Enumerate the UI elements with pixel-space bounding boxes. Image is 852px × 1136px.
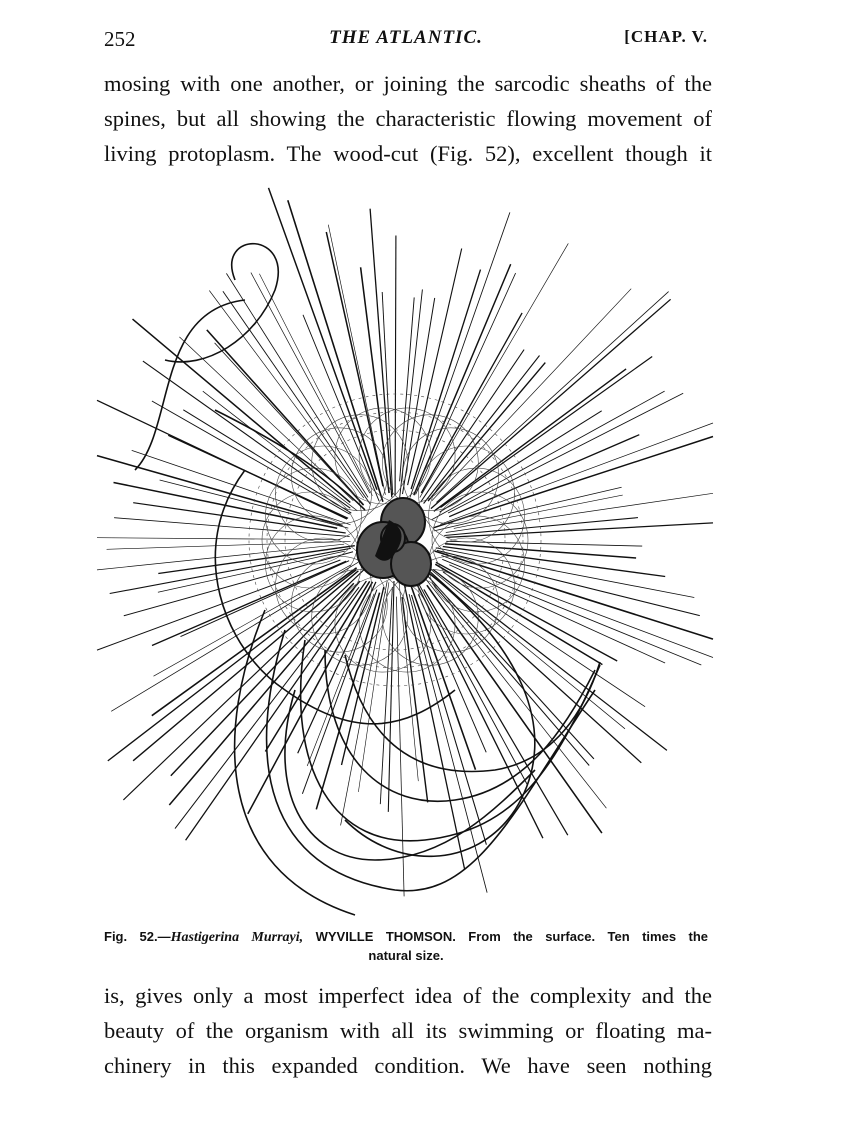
spine bbox=[370, 209, 392, 498]
sarcodic-thread bbox=[235, 610, 355, 915]
spine bbox=[328, 225, 385, 495]
text-line: beauty of the organism with all its swimming or floating ma- bbox=[104, 1018, 712, 1043]
spine bbox=[421, 313, 522, 493]
spine bbox=[424, 589, 568, 835]
spine bbox=[441, 555, 713, 657]
spine bbox=[434, 487, 621, 531]
spine bbox=[107, 541, 351, 549]
spine bbox=[183, 410, 351, 513]
caption-prefix: Fig. 52.— bbox=[104, 929, 171, 944]
spine bbox=[223, 291, 371, 504]
spine bbox=[418, 594, 486, 752]
text-line: chinery in this expanded condition. We have seen nothing bbox=[104, 1053, 712, 1078]
spine bbox=[158, 551, 345, 592]
sarcodic-thread bbox=[165, 244, 278, 362]
spine bbox=[437, 550, 700, 615]
spine bbox=[432, 289, 631, 501]
spine bbox=[143, 361, 350, 508]
running-title: THE ATLANTIC. bbox=[329, 27, 483, 48]
page-number: 252 bbox=[104, 27, 136, 51]
spine bbox=[169, 581, 360, 805]
spine bbox=[402, 597, 428, 802]
spine bbox=[395, 236, 396, 495]
spine bbox=[408, 249, 462, 486]
spine bbox=[307, 594, 374, 766]
spine bbox=[420, 243, 569, 497]
text-line: spines, but all showing the characteristic flowing movement of bbox=[104, 106, 712, 131]
spine bbox=[288, 200, 383, 502]
running-header bbox=[104, 27, 708, 57]
spine bbox=[152, 568, 357, 716]
spine bbox=[446, 493, 713, 532]
figure-caption bbox=[104, 928, 708, 965]
spine bbox=[209, 291, 363, 499]
spine bbox=[361, 267, 390, 493]
text-line: is, gives only a most imperfect idea of the complexity and the bbox=[104, 983, 712, 1008]
spine bbox=[446, 523, 713, 538]
caption-rest: WYVILLE THOMSON. From the surface. Ten times the bbox=[303, 929, 708, 944]
spine bbox=[265, 581, 369, 751]
spine bbox=[421, 350, 524, 503]
spine bbox=[448, 393, 683, 513]
spine bbox=[114, 518, 350, 537]
spine bbox=[179, 337, 353, 501]
foraminifera-illustration bbox=[95, 170, 715, 925]
caption-species: Hastigerina Murrayi, bbox=[170, 930, 304, 945]
paragraph-bottom bbox=[104, 978, 712, 1083]
paragraph-top bbox=[104, 66, 712, 171]
spine bbox=[248, 582, 373, 814]
spine bbox=[152, 561, 346, 645]
caption-line-2: natural size. bbox=[368, 948, 444, 963]
spine bbox=[181, 561, 350, 637]
spine bbox=[454, 495, 623, 528]
spine bbox=[124, 552, 353, 616]
spine bbox=[443, 547, 665, 577]
chapter-label: [CHAP. V. bbox=[624, 27, 708, 46]
spine bbox=[259, 274, 372, 496]
spine bbox=[168, 435, 348, 518]
text-line: mosing with one another, or joining the sarcodic sheaths of the bbox=[104, 71, 712, 96]
spine bbox=[431, 299, 671, 508]
text-line: living protoplasm. The wood-cut (Fig. 52), excellent though it bbox=[104, 141, 712, 166]
spine bbox=[423, 575, 607, 808]
spine bbox=[110, 548, 351, 593]
spine bbox=[132, 450, 351, 524]
